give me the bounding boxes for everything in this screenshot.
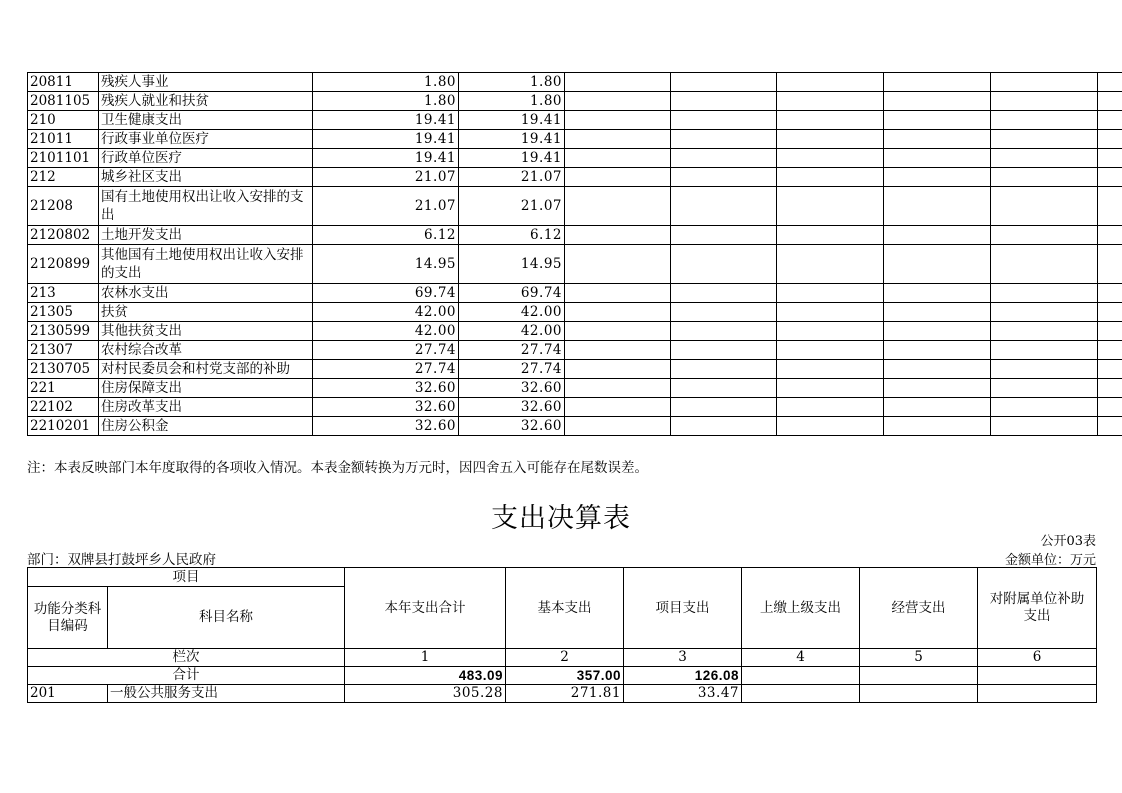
row-name: 扶贫 <box>99 303 313 322</box>
header-col-3: 项目支出 <box>624 568 742 649</box>
row-name: 一般公共服务支出 <box>108 685 345 703</box>
row-name: 土地开发支出 <box>99 226 313 245</box>
empty-cell <box>671 360 777 379</box>
empty-cell <box>884 379 991 398</box>
header-name: 科目名称 <box>108 587 345 649</box>
row-total: 32.60 <box>313 379 459 398</box>
empty-cell <box>884 187 991 226</box>
empty-cell <box>777 284 884 303</box>
row-code: 2120899 <box>28 245 99 284</box>
expenditure-table <box>27 567 1097 703</box>
empty-cell <box>777 245 884 284</box>
empty-cell <box>777 149 884 168</box>
row-code: 21208 <box>28 187 99 226</box>
row-name: 住房保障支出 <box>99 379 313 398</box>
empty-cell <box>565 360 671 379</box>
empty-cell <box>671 398 777 417</box>
row-name: 农林水支出 <box>99 284 313 303</box>
row-code: 20811 <box>28 73 99 92</box>
column-number: 2 <box>506 649 624 667</box>
empty-cell <box>777 341 884 360</box>
row-name: 国有土地使用权出让收入安排的支出 <box>99 187 313 226</box>
row-total: 14.95 <box>313 245 459 284</box>
table-row <box>28 417 1122 436</box>
empty-cell <box>565 379 671 398</box>
empty-cell <box>777 417 884 436</box>
total-value: 483.09 <box>345 667 506 685</box>
empty-cell <box>565 303 671 322</box>
empty-cell <box>884 341 991 360</box>
empty-cell <box>565 284 671 303</box>
row-total: 19.41 <box>313 111 459 130</box>
empty-cell <box>884 322 991 341</box>
empty-cell <box>565 341 671 360</box>
empty-cell <box>884 130 991 149</box>
empty-cell <box>671 322 777 341</box>
row-col2: 32.60 <box>459 398 565 417</box>
empty-cell <box>991 187 1098 226</box>
empty-cell <box>991 417 1098 436</box>
table-row <box>28 303 1122 322</box>
empty-cell <box>884 73 991 92</box>
empty-cell <box>1098 284 1122 303</box>
table-row <box>28 341 1122 360</box>
row-code: 2130599 <box>28 322 99 341</box>
row-col2: 1.80 <box>459 73 565 92</box>
table-note: 注：本表反映部门本年度取得的各项收入情况。本表金额转换为万元时，因四舍五入可能存在尾数误差。 <box>27 460 648 476</box>
row-total: 6.12 <box>313 226 459 245</box>
department-label: 部门：双牌县打鼓坪乡人民政府 <box>27 552 216 568</box>
row-code: 2081105 <box>28 92 99 111</box>
empty-cell <box>884 284 991 303</box>
empty-cell <box>991 379 1098 398</box>
row-col2: 6.12 <box>459 226 565 245</box>
table-number: 公开03表 <box>1040 534 1096 549</box>
empty-cell <box>991 111 1098 130</box>
table-row <box>28 398 1122 417</box>
table-row <box>28 168 1122 187</box>
empty-cell <box>1098 168 1122 187</box>
table-row <box>28 284 1122 303</box>
empty-cell <box>671 284 777 303</box>
empty-cell <box>884 417 991 436</box>
total-row-label: 合计 <box>28 667 345 685</box>
empty-cell <box>991 168 1098 187</box>
row-name: 其他国有土地使用权出让收入安排的支出 <box>99 245 313 284</box>
empty-cell <box>1098 417 1122 436</box>
empty-cell <box>671 149 777 168</box>
empty-cell <box>991 130 1098 149</box>
empty-cell <box>991 398 1098 417</box>
page-title: 支出决算表 <box>491 503 631 534</box>
empty-cell <box>991 245 1098 284</box>
row-name: 住房公积金 <box>99 417 313 436</box>
total-value: 357.00 <box>506 667 624 685</box>
row-name: 残疾人就业和扶贫 <box>99 92 313 111</box>
empty-cell <box>991 226 1098 245</box>
empty-cell <box>777 303 884 322</box>
row-name: 其他扶贫支出 <box>99 322 313 341</box>
empty-cell <box>1098 111 1122 130</box>
row-code: 210 <box>28 111 99 130</box>
row-total: 19.41 <box>313 149 459 168</box>
table-row <box>28 379 1122 398</box>
empty-cell <box>565 92 671 111</box>
row-col2: 32.60 <box>459 379 565 398</box>
income-table <box>27 72 1122 436</box>
row-col2: 27.74 <box>459 360 565 379</box>
table-row <box>28 130 1122 149</box>
table-row <box>28 226 1122 245</box>
header-item: 项目 <box>28 568 345 587</box>
empty-cell <box>884 149 991 168</box>
row-col2: 32.60 <box>459 417 565 436</box>
empty-cell <box>565 73 671 92</box>
empty-cell <box>671 303 777 322</box>
empty-cell <box>1098 303 1122 322</box>
empty-cell <box>671 168 777 187</box>
empty-cell <box>991 360 1098 379</box>
empty-cell <box>777 187 884 226</box>
empty-cell <box>1098 92 1122 111</box>
header-col-6: 对附属单位补助支出 <box>978 568 1097 649</box>
empty-cell <box>565 226 671 245</box>
empty-cell <box>565 168 671 187</box>
empty-cell <box>991 149 1098 168</box>
empty-cell <box>991 303 1098 322</box>
row-total: 27.74 <box>313 360 459 379</box>
row-total: 42.00 <box>313 303 459 322</box>
row-name: 残疾人事业 <box>99 73 313 92</box>
column-number: 6 <box>978 649 1097 667</box>
row-col2: 19.41 <box>459 130 565 149</box>
empty-cell <box>991 284 1098 303</box>
row-col2: 42.00 <box>459 322 565 341</box>
empty-cell <box>671 92 777 111</box>
header-col-1: 本年支出合计 <box>345 568 506 649</box>
empty-cell <box>777 73 884 92</box>
row-col2: 19.41 <box>459 149 565 168</box>
column-number: 4 <box>742 649 860 667</box>
row-col2: 1.80 <box>459 92 565 111</box>
empty-cell <box>1098 398 1122 417</box>
row-code: 2120802 <box>28 226 99 245</box>
table-row <box>28 149 1122 168</box>
row-total: 1.80 <box>313 92 459 111</box>
row-col2: 19.41 <box>459 111 565 130</box>
table-row <box>28 685 1097 703</box>
row-value: 305.28 <box>345 685 506 703</box>
empty-cell <box>671 417 777 436</box>
table-row <box>28 187 1122 226</box>
column-number: 5 <box>860 649 978 667</box>
empty-cell <box>1098 379 1122 398</box>
empty-cell <box>991 73 1098 92</box>
row-code: 213 <box>28 284 99 303</box>
header-code: 功能分类科目编码 <box>28 587 108 649</box>
empty-cell <box>777 226 884 245</box>
row-total: 21.07 <box>313 187 459 226</box>
empty-cell <box>671 130 777 149</box>
empty-cell <box>1098 187 1122 226</box>
row-col2: 42.00 <box>459 303 565 322</box>
row-name: 对村民委员会和村党支部的补助 <box>99 360 313 379</box>
row-name: 行政单位医疗 <box>99 149 313 168</box>
row-total: 1.80 <box>313 73 459 92</box>
empty-cell <box>565 398 671 417</box>
row-name: 城乡社区支出 <box>99 168 313 187</box>
empty-cell <box>565 130 671 149</box>
empty-cell <box>671 226 777 245</box>
empty-cell <box>565 111 671 130</box>
row-name: 行政事业单位医疗 <box>99 130 313 149</box>
empty-cell <box>1098 341 1122 360</box>
amount-unit-label: 金额单位：万元 <box>1004 553 1096 568</box>
empty-cell <box>884 168 991 187</box>
empty-cell <box>991 322 1098 341</box>
empty-cell <box>1098 73 1122 92</box>
empty-cell <box>1098 149 1122 168</box>
row-col2: 21.07 <box>459 168 565 187</box>
empty-cell <box>884 398 991 417</box>
row-code: 21011 <box>28 130 99 149</box>
empty-cell <box>777 168 884 187</box>
row-name: 卫生健康支出 <box>99 111 313 130</box>
row-col2: 69.74 <box>459 284 565 303</box>
table-row <box>28 92 1122 111</box>
column-number: 3 <box>624 649 742 667</box>
header-col-5: 经营支出 <box>860 568 978 649</box>
row-total: 69.74 <box>313 284 459 303</box>
empty-cell <box>884 303 991 322</box>
empty-cell <box>884 245 991 284</box>
empty-cell <box>565 149 671 168</box>
empty-cell <box>1098 322 1122 341</box>
row-code: 21305 <box>28 303 99 322</box>
table-row <box>28 111 1122 130</box>
empty-cell <box>1098 245 1122 284</box>
row-total: 21.07 <box>313 168 459 187</box>
table-row <box>28 245 1122 284</box>
empty-cell <box>1098 130 1122 149</box>
empty-cell <box>777 130 884 149</box>
table-row <box>28 360 1122 379</box>
empty-cell <box>1098 360 1122 379</box>
empty-cell <box>991 92 1098 111</box>
row-code: 21307 <box>28 341 99 360</box>
empty-cell <box>777 111 884 130</box>
empty-cell <box>884 92 991 111</box>
row-code: 201 <box>28 685 108 703</box>
row-value: 271.81 <box>506 685 624 703</box>
empty-cell <box>565 417 671 436</box>
row-name: 住房改革支出 <box>99 398 313 417</box>
row-code: 221 <box>28 379 99 398</box>
empty-cell <box>777 379 884 398</box>
row-col2: 14.95 <box>459 245 565 284</box>
empty-cell <box>671 73 777 92</box>
empty-cell <box>565 245 671 284</box>
row-col2: 21.07 <box>459 187 565 226</box>
empty-cell <box>565 322 671 341</box>
row-code: 2130705 <box>28 360 99 379</box>
row-total: 32.60 <box>313 398 459 417</box>
empty-cell <box>884 360 991 379</box>
row-col2: 27.74 <box>459 341 565 360</box>
row-code: 2101101 <box>28 149 99 168</box>
empty-cell <box>1098 226 1122 245</box>
row-code: 22102 <box>28 398 99 417</box>
row-value: 33.47 <box>624 685 742 703</box>
header-col-2: 基本支出 <box>506 568 624 649</box>
empty-cell <box>671 187 777 226</box>
empty-cell <box>884 226 991 245</box>
empty-cell <box>777 398 884 417</box>
row-total: 32.60 <box>313 417 459 436</box>
row-name: 农村综合改革 <box>99 341 313 360</box>
empty-cell <box>671 341 777 360</box>
row-total: 42.00 <box>313 322 459 341</box>
empty-cell <box>671 245 777 284</box>
empty-cell <box>565 187 671 226</box>
table-row <box>28 322 1122 341</box>
column-number: 1 <box>345 649 506 667</box>
empty-cell <box>777 360 884 379</box>
header-col-4: 上缴上级支出 <box>742 568 860 649</box>
total-value: 126.08 <box>624 667 742 685</box>
row-code: 212 <box>28 168 99 187</box>
table-row <box>28 73 1122 92</box>
empty-cell <box>991 341 1098 360</box>
empty-cell <box>777 322 884 341</box>
empty-cell <box>671 379 777 398</box>
row-code: 2210201 <box>28 417 99 436</box>
row-total: 27.74 <box>313 341 459 360</box>
row-total: 19.41 <box>313 130 459 149</box>
column-row-label: 栏次 <box>28 649 345 667</box>
empty-cell <box>884 111 991 130</box>
empty-cell <box>777 92 884 111</box>
empty-cell <box>671 111 777 130</box>
